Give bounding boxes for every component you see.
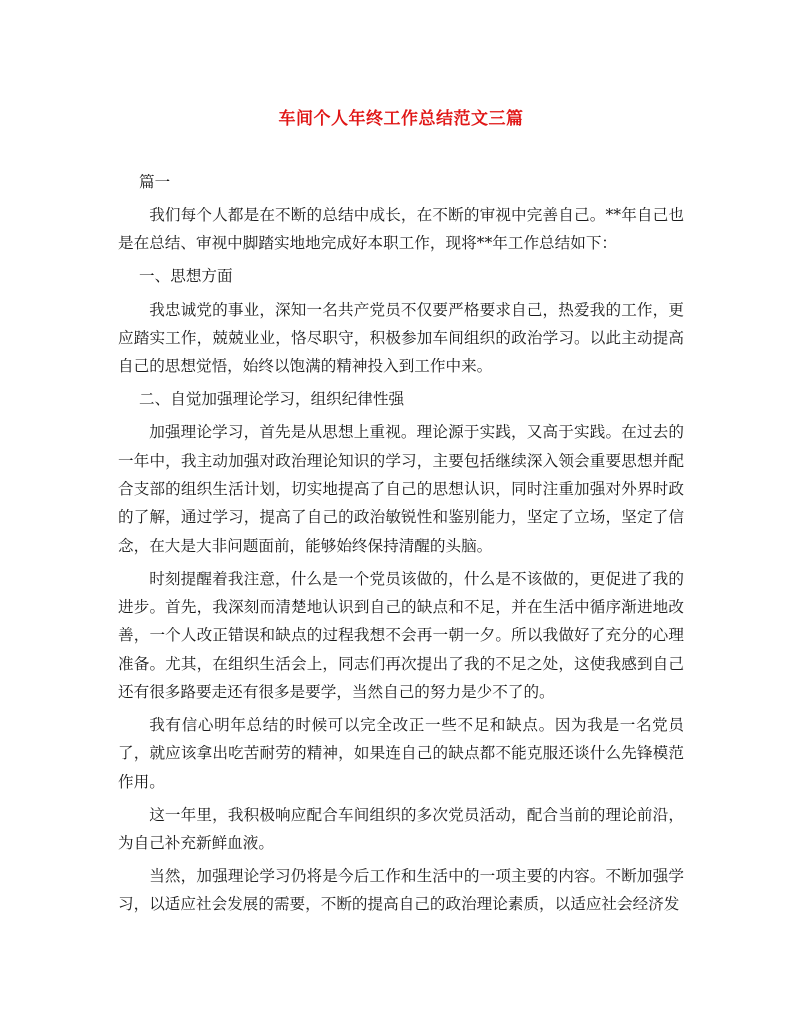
section-heading-thought: 一、思想方面 xyxy=(139,267,233,286)
paragraph-reminder: 时刻提醒着我注意，什么是一个党员该做的，什么是不该做的，更促进了我的进步。首先，我深刻而清楚地认识到自己的缺点和不足，并在生活中循序渐进地改善，一个人改正错误和缺点的过程我想不会再一朝一夕。所以我做好了充分的心理准备。尤其，在组织生活会上，同志们再次提出了我的不足之处，这使我感到自己还有很多路要走还有很多是要学，当然自己的努力是少不了的。 xyxy=(118,569,684,701)
paragraph-thought: 我忠诚党的事业，深知一名共产党员不仅要严格要求自己，热爱我的工作，更应踏实工作，兢兢业业，恪尽职守，积极参加车间组织的政治学习。以此主动提高自己的思想觉悟，始终以饱满的精神投入到工作中来。 xyxy=(118,300,684,376)
paragraph-intro: 我们每个人都是在不断的总结中成长，在不断的审视中完善自己。**年自己也是在总结、审视中脚踏实地地完成好本职工作，现将**年工作总结如下： xyxy=(118,206,684,253)
section-heading-theory-study: 二、自觉加强理论学习，组织纪律性强 xyxy=(139,390,405,409)
document-body xyxy=(118,168,684,923)
document-title: 车间个人年终工作总结范文三篇 xyxy=(278,109,524,129)
paragraph-theory-study: 加强理论学习，首先是从思想上重视。理论源于实践，又高于实践。在过去的一年中，我主动加强对政治理论知识的学习，主要包括继续深入领会重要思想并配合支部的组织生活计划，切实地提高了自己的思想认识，同时注重加强对外界时政的了解，通过学习，提高了自己的政治敏锐性和鉴别能力，坚定了立场，坚定了信念，在大是大非问题面前，能够始终保持清醒的头脑。 xyxy=(118,423,684,555)
paragraph-confidence: 我有信心明年总结的时候可以完全改正一些不足和缺点。因为我是一名党员了，就应该拿出吃苦耐劳的精神，如果连自己的缺点都不能克服还谈什么先锋模范作用。 xyxy=(118,715,684,791)
section-heading-part-one: 篇一 xyxy=(139,173,171,191)
paragraph-activities: 这一年里，我积极响应配合车间组织的多次党员活动，配合当前的理论前沿，为自己补充新鲜血液。 xyxy=(118,805,684,852)
paragraph-continued-study: 当然，加强理论学习仍将是今后工作和生活中的一项主要的内容。不断加强学习，以适应社会发展的需要，不断的提高自己的政治理论素质，以适应社会经济发 xyxy=(118,867,684,914)
